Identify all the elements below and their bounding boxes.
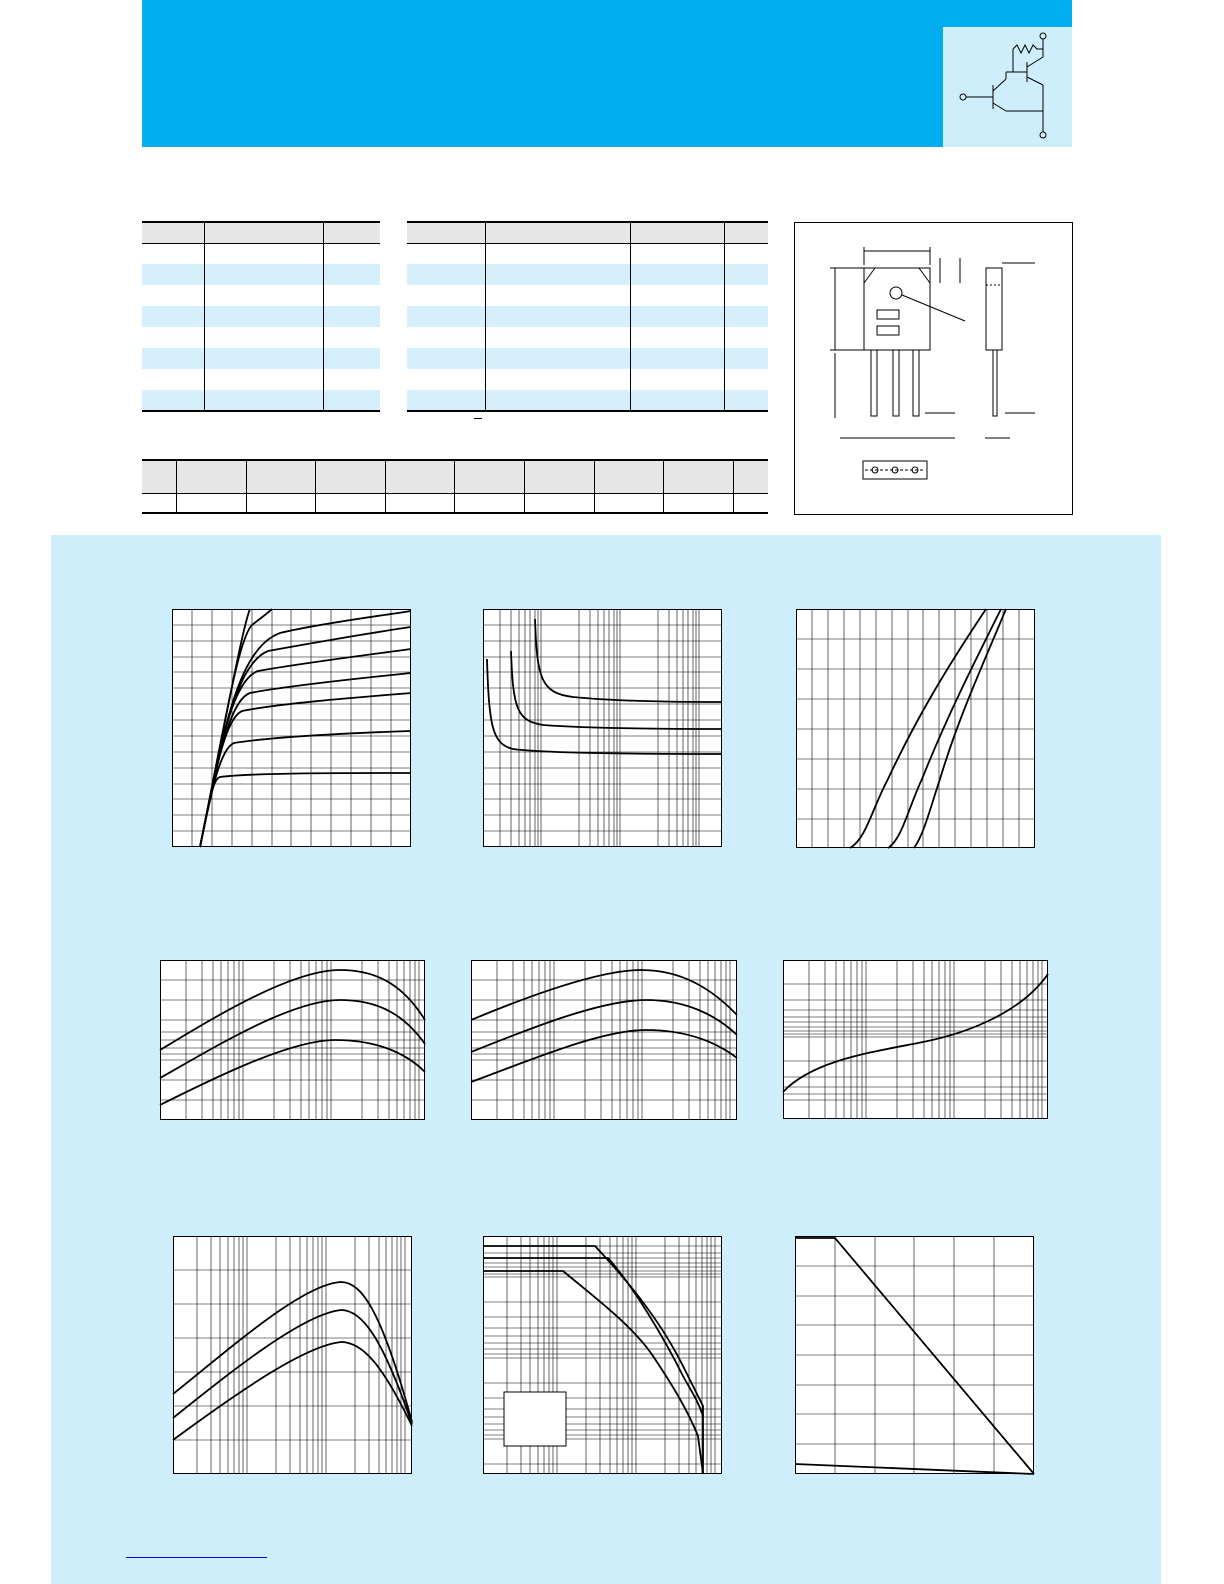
header-band <box>142 0 1072 147</box>
ic-vce-chart <box>172 609 411 847</box>
ft-ic-chart <box>173 1236 412 1474</box>
footer-underline-link[interactable] <box>126 1557 267 1558</box>
vce-ib-chart <box>483 609 722 847</box>
ratings-table <box>142 221 380 412</box>
darlington-symbol-icon <box>943 27 1072 147</box>
overline-mark <box>474 418 482 419</box>
soa-legend-box <box>504 1392 566 1446</box>
package-outline-box <box>794 222 1073 515</box>
circuit-symbol-box <box>943 27 1072 147</box>
hfe-ic-chart-1 <box>160 960 425 1120</box>
ic-vbe-chart <box>796 609 1035 848</box>
power-derating-chart <box>795 1236 1034 1474</box>
package-outline-drawing <box>795 223 1072 514</box>
hfe-ic-chart-2 <box>471 960 737 1120</box>
characteristics-table <box>407 221 768 412</box>
vce-sat-ic-chart <box>783 960 1048 1119</box>
safe-operating-area-chart <box>483 1236 722 1474</box>
hfe-rank-table <box>142 459 768 514</box>
